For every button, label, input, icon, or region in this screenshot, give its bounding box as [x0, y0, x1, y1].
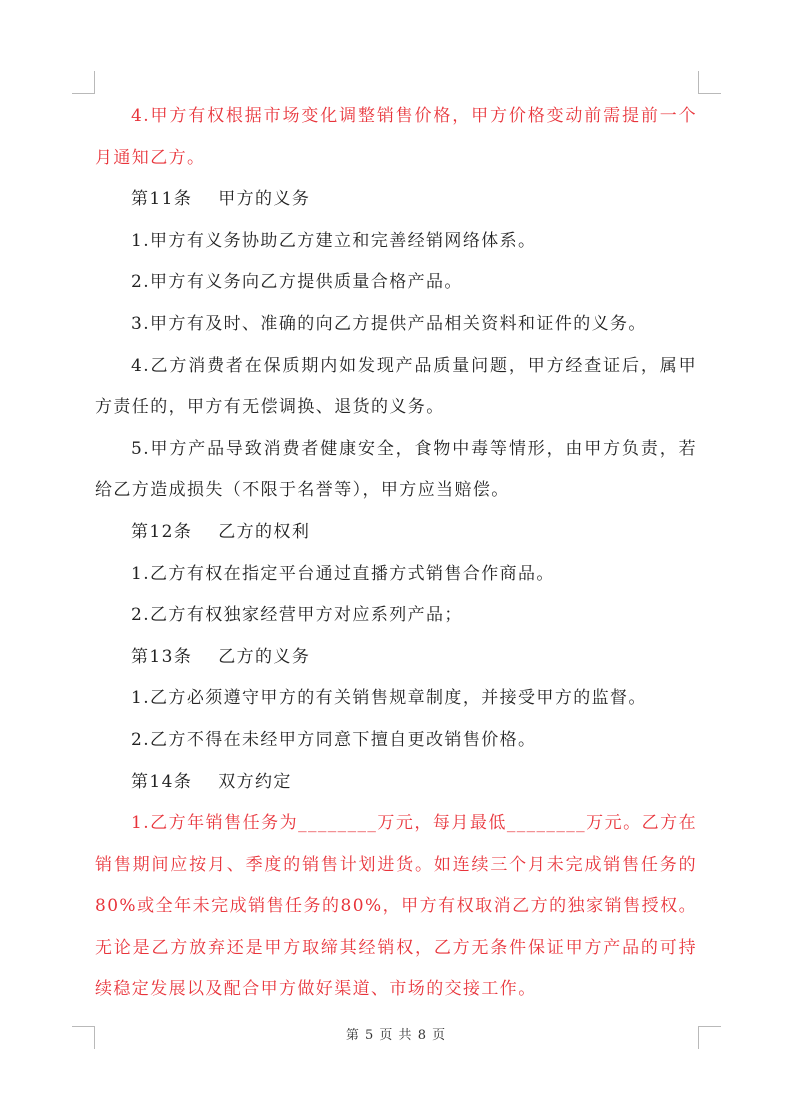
- article-number: 第14条: [131, 771, 193, 792]
- clause-paragraph: 3.甲方有及时、准确的向乙方提供产品相关资料和证件的义务。: [131, 313, 647, 334]
- article-number: 第12条: [131, 521, 193, 542]
- clause-paragraph: 5.甲方产品导致消费者健康安全，食物中毒等情形，由甲方负责，若给乙方造成损失（不限于名誉等），甲方应当赔偿。: [95, 438, 697, 501]
- clause-paragraph: 1.甲方有义务协助乙方建立和完善经销网络体系。: [131, 230, 537, 251]
- clause-paragraph: 2.乙方不得在未经甲方同意下擅自更改销售价格。: [131, 729, 537, 750]
- clause-paragraph: 1.乙方年销售任务为________万元，每月最低________万元。乙方在销售期间应按月、季度的销售计划进货。如连续三个月未完成销售任务的80%或全年未完成销售任务的80%，甲方有权取消乙方的独家销售授权。无论是乙方放弃还是甲方取缔其经销权，乙方无条件保证甲方产品的可持续稳定发展以及配合甲方做好渠道、市场的交接工作。: [95, 813, 697, 1000]
- article-title: 双方约定: [218, 771, 292, 792]
- clause-paragraph: 4.甲方有权根据市场变化调整销售价格，甲方价格变动前需提前一个月通知乙方。: [95, 106, 697, 168]
- page-number-footer: 第 5 页 共 8 页: [345, 1028, 447, 1043]
- clause-paragraph: 4.乙方消费者在保质期内如发现产品质量问题，甲方经查证后，属甲方责任的，甲方有无偿调换、退货的义务。: [95, 355, 697, 418]
- clause-paragraph: 2.乙方有权独家经营甲方对应系列产品；: [131, 605, 463, 626]
- article-heading: [95, 179, 697, 221]
- article-number: 第11条: [131, 189, 193, 210]
- article-title: 甲方的义务: [218, 189, 311, 210]
- document-body: [95, 96, 697, 1011]
- article-heading: [95, 512, 697, 554]
- article-title: 乙方的义务: [218, 646, 311, 667]
- article-heading: [95, 762, 697, 804]
- article-heading: [95, 637, 697, 679]
- article-title: 乙方的权利: [218, 521, 311, 542]
- article-number: 第13条: [131, 646, 193, 667]
- clause-paragraph: 1.乙方必须遵守甲方的有关销售规章制度，并接受甲方的监督。: [131, 688, 647, 709]
- clause-paragraph: 1.乙方有权在指定平台通过直播方式销售合作商品。: [131, 563, 555, 584]
- crop-mark-top-right: [698, 71, 721, 94]
- crop-mark-top-left: [72, 71, 95, 94]
- clause-paragraph: 2.甲方有义务向乙方提供质量合格产品。: [131, 272, 463, 293]
